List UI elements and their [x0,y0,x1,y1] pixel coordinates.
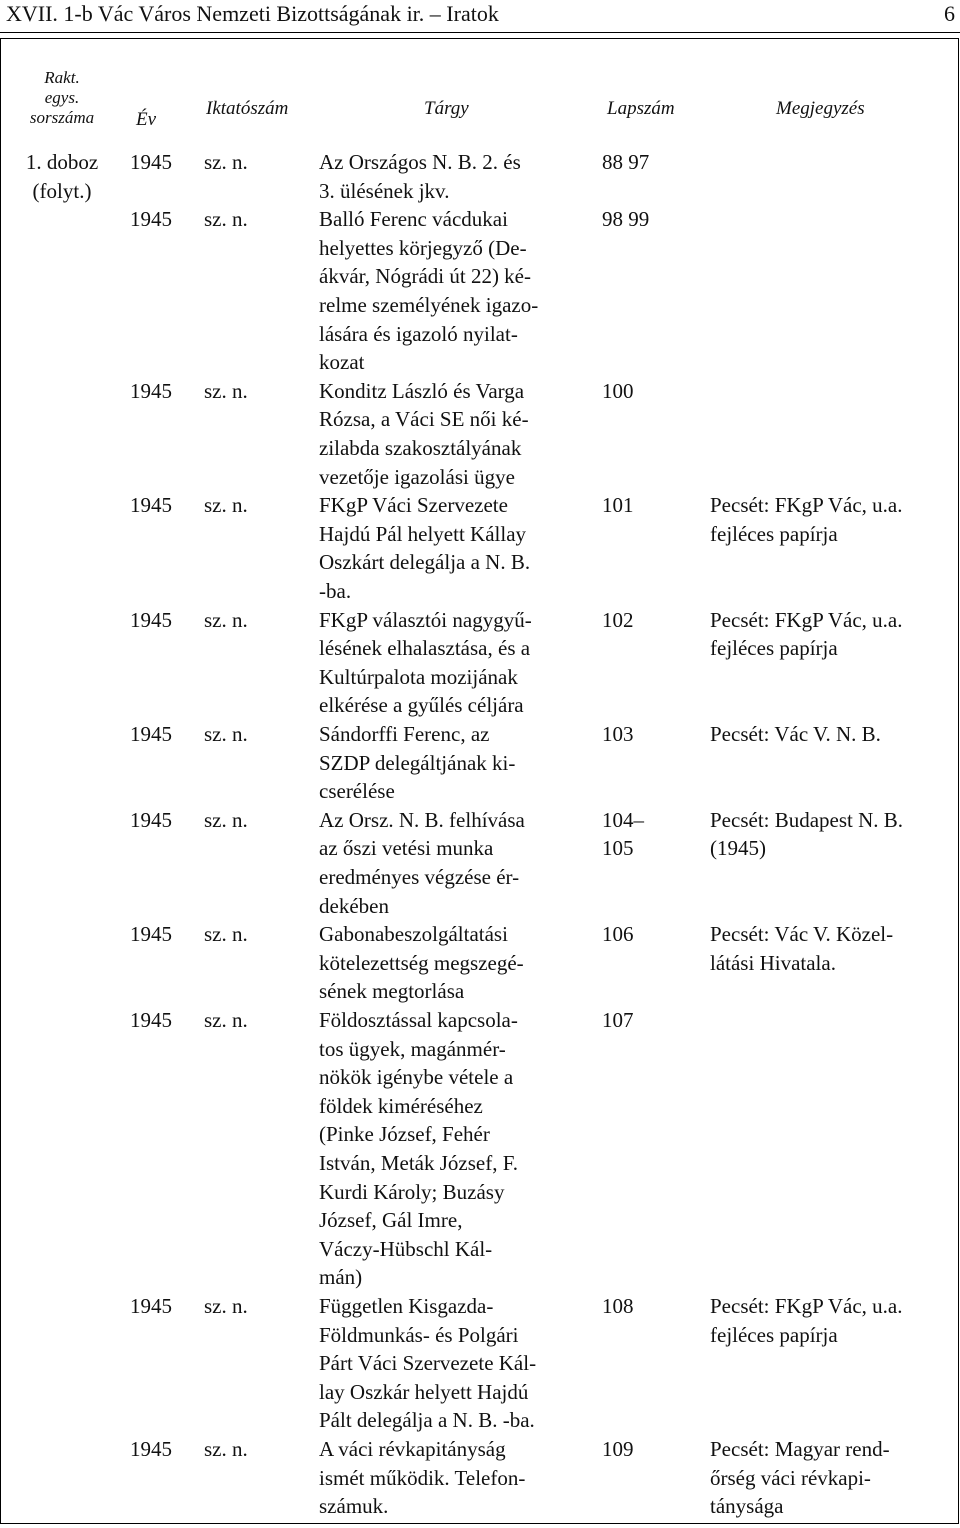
subject-cell [319,806,599,920]
subject-cell-line: eredményes végzése ér- [319,864,520,889]
page-range-cell-line: 88 97 [602,150,650,174]
note-cell-line: Pecsét: FKgP Vác, u.a. [710,607,903,632]
note-cell-line: fejléces papírja [710,636,838,661]
subject-cell-line: tos ügyek, magánmér- [319,1036,506,1061]
column-header-rakt-line: sorszáma [29,108,95,127]
iktatoszam-cell: sz. n. [204,378,248,403]
subject-cell [319,1292,599,1435]
subject-cell-line: ismét működik. Telefon- [319,1465,526,1490]
note-cell-line: Pecsét: FKgP Vác, u.a. [710,493,903,518]
subject-cell-line: zilabda szakosztályának [319,435,522,460]
page-header [0,0,960,34]
subject-cell-line: Kurdi Károly; Buzásy [319,1179,505,1204]
subject-cell-line: lésének elhalasztása, és a [319,636,531,661]
iktatoszam-cell: sz. n. [204,807,248,832]
column-header-rakt-line: Rakt. [44,68,80,87]
note-cell [710,920,958,977]
subject-cell [319,377,599,491]
column-header-rakt [0,68,124,128]
subject-cell-line: Az Orsz. N. B. felhívása [319,807,525,832]
note-cell [710,1435,958,1521]
subject-cell-line: cserélése [319,779,395,804]
table-border-left [0,38,1,1524]
year-cell: 1945 [130,807,172,832]
subject-cell-line: Pált delegálja a N. B. -ba. [319,1408,535,1433]
column-header-megjegyzes: Megjegyzés [776,98,865,119]
subject-cell-line: Kultúrpalota mozijának [319,664,518,689]
note-cell-line: Pecsét: Magyar rend- [710,1437,890,1461]
subject-cell-line: Földosztással kapcsola- [319,1008,518,1032]
subject-cell-line: Rózsa, a Váci SE női ké- [319,407,529,432]
note-cell-line: látási Hivatala. [710,950,836,975]
subject-cell-line: földek kiméréséhez [319,1093,483,1118]
page-number: 6 [944,1,955,26]
iktatoszam-cell: sz. n. [204,207,248,232]
subject-cell-line: FKgP választói nagygyű- [319,607,532,632]
page-range-cell [602,148,649,177]
year-cell: 1945 [130,493,172,518]
subject-cell-line: vezetője igazolási ügye [319,464,515,489]
column-header-ev: Év [136,109,157,130]
note-cell-line: őrség váci révkapi- [710,1465,871,1490]
subject-cell-line: A váci révkapitányság [319,1437,506,1461]
page-range-cell [602,806,644,863]
year-cell: 1945 [130,378,172,403]
subject-cell-line: helyettes körjegyző (De- [319,235,527,260]
note-cell-line: fejléces papírja [710,1322,838,1347]
header-rule [0,32,960,33]
page-range-cell-line: 108 [602,1294,634,1318]
table-border-top [0,38,959,39]
iktatoszam-cell: sz. n. [204,722,248,746]
subject-cell-line: (Pinke József, Fehér [319,1122,490,1147]
year-cell: 1945 [130,1294,172,1318]
page-range-cell-line: 102 [602,607,634,632]
subject-cell-line: Gabonabeszolgáltatási [319,922,508,947]
year-cell: 1945 [130,922,172,947]
page-range-cell-line: 103 [602,722,634,746]
page-range-cell [602,1006,634,1035]
column-header-rakt-line: egys. [44,88,80,107]
iktatoszam-cell: sz. n. [204,607,248,632]
page-range-cell [602,720,634,749]
page-range-cell [602,606,634,635]
year-cell: 1945 [130,207,172,232]
subject-cell-line: számuk. [319,1494,389,1519]
page-range-cell-line: 98 99 [602,207,650,232]
subject-cell-line: dekében [319,893,389,918]
subject-cell [319,1006,599,1292]
note-cell-line: tánysága [710,1494,784,1519]
note-cell-line: Pecsét: Vác V. N. B. [710,722,881,746]
table-border-right [958,38,959,1524]
subject-cell-line: SZDP delegáltjának ki- [319,750,516,775]
subject-cell [319,491,599,605]
subject-cell-line: Váczy-Hübschl Kál- [319,1236,493,1261]
subject-cell-line: kötelezettség megszegé- [319,950,524,975]
year-cell: 1945 [130,1437,172,1461]
note-cell [710,720,958,749]
subject-cell-line: Az Országos N. B. 2. és [319,150,521,174]
note-cell [710,606,958,663]
subject-cell [319,720,599,806]
page-range-cell-line: 107 [602,1008,634,1032]
page-range-cell [602,377,634,406]
subject-cell-line: József, Gál Imre, [319,1208,463,1233]
subject-cell [319,606,599,720]
page-range-cell-line: 101 [602,493,634,518]
subject-cell-line: nökök igénybe vétele a [319,1065,514,1090]
note-cell-line: (1945) [710,836,766,861]
subject-cell-line: sének megtorlása [319,979,465,1004]
subject-cell-line: Független Kisgazda- [319,1294,494,1318]
page-range-cell [602,1292,634,1321]
year-cell: 1945 [130,1008,172,1032]
subject-cell-line: Földmunkás- és Polgári [319,1322,519,1347]
subject-cell-line: Oszkárt delegálja a N. B. [319,550,531,575]
records-table [0,38,960,1524]
box-label-line: (folyt.) [32,178,92,203]
page-range-cell [602,920,634,949]
iktatoszam-cell: sz. n. [204,493,248,518]
subject-cell-line: Balló Ferenc vácdukai [319,207,508,232]
page-range-cell-line: 104– [602,807,644,832]
note-cell [710,1292,958,1349]
page-range-cell [602,205,649,234]
page-range-cell-line: 109 [602,1437,634,1461]
note-cell [710,491,958,548]
subject-cell [319,1435,599,1521]
subject-cell-line: Párt Váci Szervezete Kál- [319,1351,537,1376]
page-range-cell-line: 100 [602,378,634,403]
subject-cell-line: Hajdú Pál helyett Kállay [319,521,527,546]
subject-cell [319,205,599,377]
column-header-lapszam: Lapszám [607,98,675,119]
subject-cell-line: ákvár, Nógrádi út 22) ké- [319,264,531,289]
page-range-cell-line: 106 [602,922,634,947]
year-cell: 1945 [130,150,172,174]
subject-cell-line: István, Meták József, F. [319,1150,518,1175]
iktatoszam-cell: sz. n. [204,150,248,174]
page-range-cell-line: 105 [602,836,634,861]
subject-cell-line: FKgP Váci Szervezete [319,493,508,518]
subject-cell-line: Sándorffi Ferenc, az [319,722,490,746]
box-label-line: 1. doboz [25,150,99,174]
note-cell-line: Pecsét: FKgP Vác, u.a. [710,1294,903,1318]
box-label [0,148,124,205]
iktatoszam-cell: sz. n. [204,922,248,947]
subject-cell-line: lay Oszkár helyett Hajdú [319,1379,529,1404]
iktatoszam-cell: sz. n. [204,1437,248,1461]
subject-cell-line: lására és igazoló nyilat- [319,321,518,346]
note-cell [710,806,958,863]
iktatoszam-cell: sz. n. [204,1294,248,1318]
subject-cell [319,148,599,205]
subject-cell-line: az őszi vetési munka [319,836,494,861]
subject-cell-line: 3. ülésének jkv. [319,178,450,203]
column-header-targy: Tárgy [424,98,469,119]
subject-cell-line: Konditz László és Varga [319,378,525,403]
year-cell: 1945 [130,722,172,746]
subject-cell-line: mán) [319,1265,363,1290]
subject-cell-line: kozat [319,350,365,375]
page-range-cell [602,491,634,520]
subject-cell-line: relme személyének igazo- [319,292,539,317]
subject-cell [319,920,599,1006]
subject-cell-line: -ba. [319,578,352,603]
note-cell-line: Pecsét: Budapest N. B. [710,807,904,832]
table-border-bottom [0,1523,959,1524]
column-header-iktatoszam: Iktatószám [206,98,289,119]
year-cell: 1945 [130,607,172,632]
page-title: XVII. 1-b Vác Város Nemzeti Bizottságának ir. – Iratok [6,1,499,26]
subject-cell-line: elkérése a gyűlés céljára [319,693,524,718]
iktatoszam-cell: sz. n. [204,1008,248,1032]
page-range-cell [602,1435,634,1464]
note-cell-line: fejléces papírja [710,521,838,546]
note-cell-line: Pecsét: Vác V. Közel- [710,922,894,947]
